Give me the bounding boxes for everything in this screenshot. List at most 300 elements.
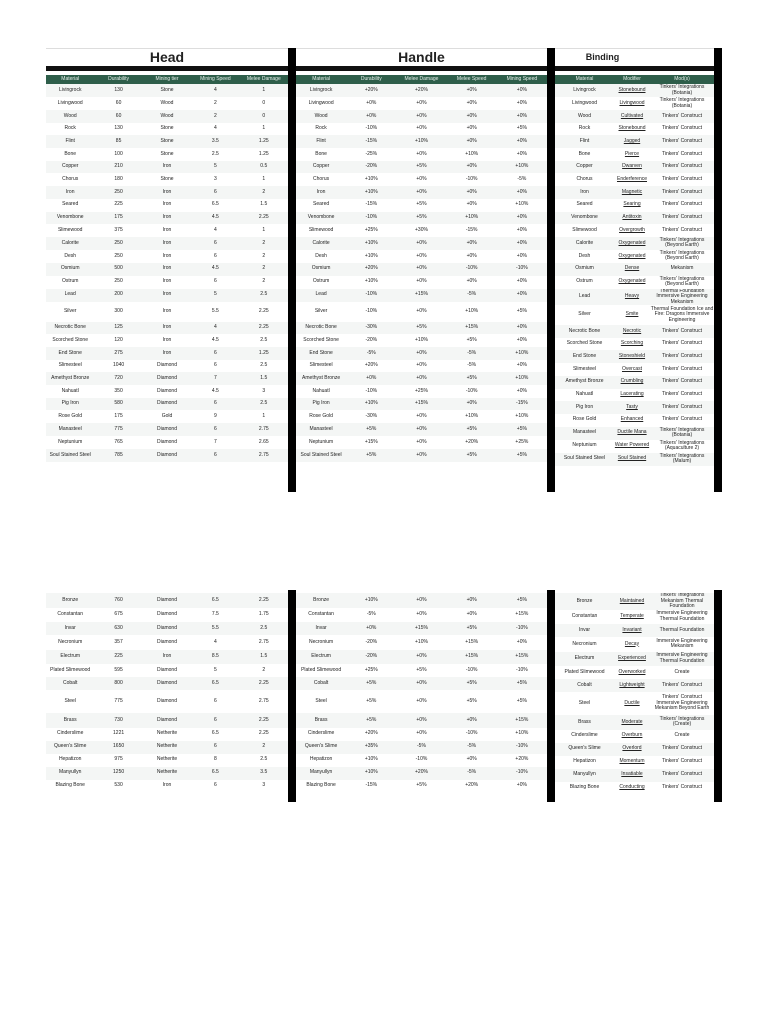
modifier-link[interactable]: Overcast (621, 365, 642, 372)
table-cell: Bone (296, 148, 346, 161)
table-cell: -15% (346, 135, 396, 148)
table-cell: +20% (447, 436, 497, 449)
table-cell: Tinkers' Integrations (Beyond Earth) (650, 237, 714, 250)
table-cell: +0% (396, 302, 446, 322)
table-cell: +0% (497, 148, 547, 161)
head-strip (46, 66, 288, 71)
table-cell: +5% (447, 677, 497, 690)
table-cell: 2 (240, 741, 288, 754)
table-cell: -10% (447, 173, 497, 186)
table-cell: 7 (191, 372, 239, 385)
table-cell: -10% (497, 664, 547, 677)
table-cell: Iron (143, 276, 191, 289)
table-cell: -5% (447, 767, 497, 780)
table-row (555, 186, 714, 199)
table-cell: +10% (497, 410, 547, 423)
modifier-link[interactable]: Lightweight (619, 681, 645, 688)
table-cell: Scorched Stone (296, 334, 346, 347)
table-cell: Necrotic Bone (555, 325, 614, 338)
modifier-link[interactable]: Stonebound (618, 125, 646, 132)
table-cell: 2 (240, 250, 288, 263)
table-cell: Chorus (46, 173, 94, 186)
column-header: Mining Speed (191, 75, 239, 84)
modifier-link[interactable]: Necrotic (622, 327, 642, 334)
table-row (555, 263, 714, 276)
table-cell: 6 (191, 237, 239, 250)
table-cell: Nahuatl (46, 385, 94, 398)
table-row (296, 302, 547, 322)
modifier-link[interactable]: Cultivated (620, 112, 644, 119)
table-cell: Rock (46, 123, 94, 136)
table-cell: +0% (396, 677, 446, 690)
table-cell: Copper (46, 161, 94, 174)
table-cell: Manasteel (296, 423, 346, 436)
table-cell: Manyullyn (555, 769, 614, 782)
modifier-link[interactable]: Stonebound (618, 86, 646, 93)
table-row (555, 363, 714, 376)
table-cell: Iron (143, 334, 191, 347)
table-row (296, 398, 547, 411)
table-cell: Tinkers' Integrations (Beyond Earth) (650, 276, 714, 289)
table-cell: Calorite (555, 237, 614, 250)
table-cell: Tinkers' Construct (650, 110, 714, 123)
table-cell: +35% (346, 741, 396, 754)
table-cell: 2.25 (240, 593, 288, 608)
table-cell: +5% (396, 780, 446, 793)
modifier-link[interactable]: Heavy (624, 293, 640, 300)
table-cell: Diamond (143, 622, 191, 635)
table-row (555, 250, 714, 263)
table-row (296, 677, 547, 690)
table-cell: 785 (94, 449, 142, 462)
modifier-link[interactable]: Jagged (623, 137, 641, 144)
table-row (296, 650, 547, 665)
table-cell: Tinkers' Construct (650, 135, 714, 148)
table-cell: Amethyst Bronze (555, 376, 614, 389)
table-cell: +0% (396, 347, 446, 360)
table-row (555, 289, 714, 306)
table-cell: Plated Slimewood (555, 666, 614, 679)
table-cell: Silver (46, 302, 94, 322)
table-cell: 3 (240, 780, 288, 793)
table-cell: 125 (94, 322, 142, 335)
table-cell: +10% (346, 767, 396, 780)
table-cell: Nahuatl (555, 389, 614, 402)
table-cell: -15% (346, 780, 396, 793)
table-row (555, 730, 714, 743)
modifier-link[interactable]: Dense (624, 265, 640, 272)
modifier-link[interactable]: Scorching (620, 340, 644, 347)
modifier-link[interactable]: Overburn (621, 732, 643, 739)
modifier-link[interactable]: Livingwood (619, 99, 645, 106)
binding-table-bottom (555, 593, 714, 795)
table-row (46, 423, 288, 436)
table-cell: 6 (191, 780, 239, 793)
table-row (46, 690, 288, 713)
table-cell (614, 250, 650, 263)
table-cell: Lead (296, 289, 346, 302)
table-cell: Soul Stained Steel (46, 449, 94, 462)
table-row (296, 161, 547, 174)
table-cell: -5% (396, 741, 446, 754)
table-cell: -5% (447, 347, 497, 360)
table-cell (614, 263, 650, 276)
handle-strip (296, 66, 547, 71)
table-cell: Manyullyn (46, 767, 94, 780)
table-cell: +10% (497, 161, 547, 174)
table-cell: Tinkers' Construct (650, 173, 714, 186)
table-cell: Amethyst Bronze (296, 372, 346, 385)
table-cell: Diamond (143, 635, 191, 650)
table-row (46, 97, 288, 110)
table-cell: 4.5 (191, 334, 239, 347)
table-cell: Cinderslime (296, 728, 346, 741)
modifier-link[interactable]: Insatiable (621, 771, 643, 778)
table-cell: 180 (94, 173, 142, 186)
table-cell: Cinderslime (555, 730, 614, 743)
modifier-link[interactable]: Ductile (624, 699, 640, 706)
table-cell (614, 123, 650, 136)
modifier-link[interactable]: Lacerating (620, 391, 644, 398)
table-cell: Iron (143, 322, 191, 335)
column-header: Material (296, 75, 346, 84)
table-row (296, 449, 547, 462)
table-cell: Tinkers' Construct (650, 679, 714, 692)
table-cell: -10% (497, 767, 547, 780)
table-cell: +0% (497, 224, 547, 237)
table-cell: +10% (396, 135, 446, 148)
table-row (296, 289, 547, 302)
table-row (555, 199, 714, 212)
table-cell: 6 (191, 690, 239, 713)
table-row (296, 385, 547, 398)
table-cell (614, 199, 650, 212)
table-row (555, 161, 714, 174)
modifier-link[interactable]: Enderference (616, 176, 648, 183)
table-cell: +0% (497, 780, 547, 793)
table-cell: Amethyst Bronze (46, 372, 94, 385)
table-cell: 250 (94, 186, 142, 199)
table-cell: +5% (346, 690, 396, 713)
table-cell: +0% (396, 593, 446, 608)
table-row (296, 767, 547, 780)
table-row (46, 250, 288, 263)
table-row (555, 276, 714, 289)
table-cell: 4 (191, 635, 239, 650)
table-cell: Iron (143, 302, 191, 322)
table-cell: Copper (296, 161, 346, 174)
table-row (46, 635, 288, 650)
modifier-link[interactable]: Overgrowth (619, 226, 645, 233)
modifier-link[interactable]: Maintained (619, 597, 645, 604)
table-cell: +0% (497, 84, 547, 97)
table-cell: +0% (396, 173, 446, 186)
table-cell: +0% (447, 123, 497, 136)
table-cell: +0% (396, 608, 446, 623)
table-cell: 130 (94, 123, 142, 136)
table-row (555, 782, 714, 795)
table-cell: Iron (143, 250, 191, 263)
table-cell: +0% (396, 97, 446, 110)
table-row (46, 212, 288, 225)
table-cell (614, 610, 650, 625)
table-cell: Osmium (296, 263, 346, 276)
table-cell: +30% (396, 224, 446, 237)
table-cell: +10% (497, 199, 547, 212)
table-cell (614, 148, 650, 161)
table-cell: +5% (396, 212, 446, 225)
modifier-link[interactable]: Soul Stained (617, 455, 647, 462)
table-cell: Iron (555, 186, 614, 199)
table-cell: 175 (94, 212, 142, 225)
handle-table-bottom (296, 593, 547, 793)
head-table-bottom (46, 593, 288, 793)
modifier-link[interactable]: Searing (623, 201, 641, 208)
table-cell: +10% (447, 302, 497, 322)
table-cell: 6.5 (191, 593, 239, 608)
modifier-link[interactable]: Ductile Mana (617, 429, 647, 436)
table-cell: Wood (555, 110, 614, 123)
table-cell: 6 (191, 250, 239, 263)
table-cell: +0% (396, 372, 446, 385)
table-row (555, 769, 714, 782)
column-header: Durability (346, 75, 396, 84)
table-cell: +15% (497, 713, 547, 728)
table-cell: +20% (346, 263, 396, 276)
modifier-link[interactable]: Invariant (622, 626, 642, 633)
table-cell: 8.5 (191, 650, 239, 665)
table-cell: Iron (46, 186, 94, 199)
table-cell: 765 (94, 436, 142, 449)
table-row (46, 410, 288, 423)
modifier-link[interactable]: Pierce (624, 150, 640, 157)
table-cell: 85 (94, 135, 142, 148)
table-cell: Tinkers' Integrations (Botania) (650, 427, 714, 440)
table-cell: -30% (346, 322, 396, 335)
modifier-link[interactable]: Dwarven (622, 163, 642, 170)
table-cell: Tinkers' Integrations (Beyond Earth) (650, 250, 714, 263)
table-cell (614, 666, 650, 679)
column-header: Mod(s) (650, 75, 714, 84)
table-cell: Tinkers' Construct (650, 389, 714, 402)
table-row (296, 372, 547, 385)
table-cell: 1 (240, 123, 288, 136)
table-cell: +10% (447, 148, 497, 161)
table-row (46, 754, 288, 767)
modifier-link[interactable]: Temperate (620, 613, 644, 619)
table-cell: 2 (240, 664, 288, 677)
table-cell: 4.5 (191, 263, 239, 276)
modifier-link[interactable]: Stoneshield (618, 353, 646, 360)
table-cell: Seared (46, 199, 94, 212)
table-cell: Rock (296, 123, 346, 136)
modifier-link[interactable]: Tasty (626, 403, 638, 410)
table-cell: Plated Slimewood (46, 664, 94, 677)
table-cell: 130 (94, 84, 142, 97)
table-row (296, 250, 547, 263)
table-cell: +0% (497, 237, 547, 250)
table-cell (614, 135, 650, 148)
table-cell: Cobalt (555, 679, 614, 692)
table-cell: +0% (447, 135, 497, 148)
table-cell: +5% (447, 449, 497, 462)
modifier-link[interactable]: Decay (624, 640, 640, 647)
table-cell: +10% (346, 398, 396, 411)
table-cell: Steel (46, 690, 94, 713)
table-cell: 1.25 (240, 148, 288, 161)
table-cell: 6 (191, 276, 239, 289)
table-row (46, 767, 288, 780)
separator-bar (547, 590, 555, 802)
table-cell: +0% (396, 436, 446, 449)
table-cell: 225 (94, 199, 142, 212)
table-cell: Iron (143, 780, 191, 793)
table-row (555, 666, 714, 679)
table-cell: Manyullyn (296, 767, 346, 780)
table-cell: Create (650, 666, 714, 679)
table-cell: +0% (447, 276, 497, 289)
modifier-link[interactable]: Enhanced (620, 416, 644, 423)
column-header: Material (555, 75, 614, 84)
table-cell: Seared (555, 199, 614, 212)
table-cell: Livingrock (555, 84, 614, 97)
table-cell: 2 (240, 186, 288, 199)
table-cell (614, 350, 650, 363)
table-cell: Ostrum (46, 276, 94, 289)
table-cell: Tinkers' Construct (650, 186, 714, 199)
table-row (296, 608, 547, 623)
binding-title: Binding (555, 48, 650, 66)
table-cell: +0% (497, 135, 547, 148)
table-cell: +0% (396, 186, 446, 199)
table-cell: 6 (191, 713, 239, 728)
table-cell (614, 276, 650, 289)
table-cell: Bronze (46, 593, 94, 608)
table-row (555, 123, 714, 136)
table-cell: Stone (143, 123, 191, 136)
table-cell: +5% (346, 449, 396, 462)
table-row (555, 173, 714, 186)
table-cell: +20% (346, 360, 396, 373)
table-cell (614, 769, 650, 782)
table-cell (614, 756, 650, 769)
table-cell (614, 440, 650, 453)
modifier-link[interactable]: Momentum (619, 758, 645, 765)
modifier-link[interactable]: Antitoxin (622, 214, 642, 221)
table-cell: Thermal Foundation (650, 624, 714, 637)
table-row (555, 135, 714, 148)
table-cell: Hepatizon (296, 754, 346, 767)
table-row (46, 449, 288, 462)
table-cell: -20% (346, 334, 396, 347)
table-cell: +0% (396, 449, 446, 462)
table-cell: +25% (497, 436, 547, 449)
modifier-link[interactable]: Conducting (619, 784, 645, 791)
table-cell: 6 (191, 449, 239, 462)
table-cell: 375 (94, 224, 142, 237)
modifier-link[interactable]: Magnetic (621, 188, 643, 195)
table-cell (614, 110, 650, 123)
table-row (296, 173, 547, 186)
table-cell: Livingwood (555, 97, 614, 110)
table-cell: Venombone (555, 212, 614, 225)
table-cell: 3.5 (191, 135, 239, 148)
table-cell: 2.25 (240, 212, 288, 225)
table-cell (614, 692, 650, 715)
table-cell: Invar (555, 624, 614, 637)
modifier-link[interactable]: Experienced (618, 655, 646, 661)
table-cell: +20% (447, 780, 497, 793)
table-cell: Soul Stained Steel (296, 449, 346, 462)
head-table-top (46, 75, 288, 462)
table-cell (614, 593, 650, 610)
table-cell: Tinkers' Integrations (Malum) (650, 453, 714, 466)
modifier-link[interactable]: Overworked (618, 668, 646, 675)
table-cell: Cinderslime (46, 728, 94, 741)
table-cell: 1250 (94, 767, 142, 780)
table-cell: Wood (143, 110, 191, 123)
table-row (296, 135, 547, 148)
table-cell: Gold (143, 410, 191, 423)
table-row (46, 664, 288, 677)
modifier-link[interactable]: Oxygenated (618, 239, 646, 246)
table-cell: Silver (555, 305, 614, 325)
table-cell: Venombone (296, 212, 346, 225)
table-cell: 6 (191, 398, 239, 411)
table-cell: 730 (94, 713, 142, 728)
table-cell: Diamond (143, 449, 191, 462)
table-cell: +25% (346, 224, 396, 237)
modifier-link[interactable]: Moderate (621, 718, 643, 725)
table-cell: +10% (396, 635, 446, 650)
modifier-link[interactable]: Oxygenated (618, 252, 646, 259)
table-cell: +10% (346, 173, 396, 186)
table-cell: 300 (94, 302, 142, 322)
modifier-link[interactable]: Oxygenated (618, 278, 646, 285)
table-cell: Tinkers' Integrations (Botania) (650, 84, 714, 97)
table-cell: +0% (447, 608, 497, 623)
table-cell: Calorite (296, 237, 346, 250)
table-cell: 120 (94, 334, 142, 347)
table-cell: Slimewood (555, 224, 614, 237)
table-cell: Iron (143, 347, 191, 360)
handle-table-top (296, 75, 547, 462)
table-cell: -5% (346, 347, 396, 360)
table-cell: +0% (447, 237, 497, 250)
table-row (555, 212, 714, 225)
table-row (555, 453, 714, 466)
table-cell (614, 414, 650, 427)
table-row (555, 110, 714, 123)
table-cell: Queen's Slime (555, 743, 614, 756)
modifier-link[interactable]: Overlord (622, 745, 642, 752)
table-cell: Iron (143, 186, 191, 199)
table-cell: Pig Iron (46, 398, 94, 411)
table-cell: 2 (240, 276, 288, 289)
binding-title-blank (650, 48, 714, 66)
modifier-link[interactable]: Crumbling (620, 378, 644, 385)
table-cell: Flint (296, 135, 346, 148)
modifier-link[interactable]: Water Powered (614, 442, 650, 449)
table-cell: Livingrock (296, 84, 346, 97)
table-cell: 760 (94, 593, 142, 608)
modifier-link[interactable]: Smite (625, 311, 639, 318)
table-cell: Tinkers' Construct (650, 376, 714, 389)
table-cell: 350 (94, 385, 142, 398)
table-row (46, 123, 288, 136)
table-cell: +15% (346, 436, 396, 449)
table-row (46, 436, 288, 449)
